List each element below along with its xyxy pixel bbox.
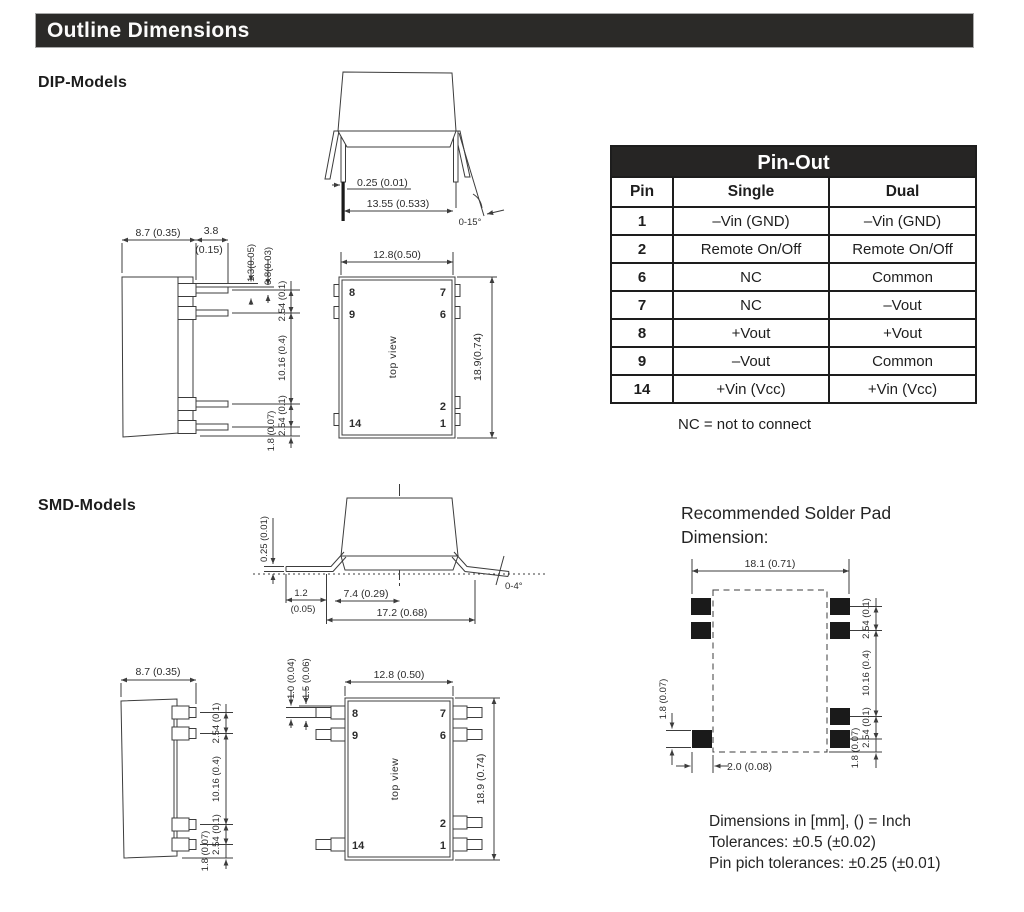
smd-side-view xyxy=(121,666,233,871)
smd-lead-shoulder-width-dim: 1.5 (0.06) xyxy=(301,658,312,699)
dip-bottom-offset-dim: 1.8 (0.07) xyxy=(266,410,277,452)
section-label-dip: DIP-Models xyxy=(38,74,128,91)
cell-single: +Vin (Vcc) xyxy=(673,375,829,403)
pin-number-label: 6 xyxy=(439,309,446,321)
solder-pad xyxy=(691,622,711,639)
smd-pitch-top-dim: 2.54 (0.1) xyxy=(211,702,222,744)
pin-number-label: 9 xyxy=(349,309,356,321)
pin-number-label: 6 xyxy=(439,730,446,742)
smd-bottom-offset-dim: 1.8 (0.07) xyxy=(200,830,211,872)
cell-single: –Vout xyxy=(673,347,829,375)
smd-body-depth-dim: 8.7 (0.35) xyxy=(135,666,181,678)
col-header-single: Single xyxy=(673,177,829,207)
cell-single: NC xyxy=(673,263,829,291)
dip-side-view xyxy=(122,225,300,451)
dip-lead-length-dim: 3.8 xyxy=(203,225,219,237)
smd-lead-tip-width-dim: 1.0 (0.04) xyxy=(286,658,297,699)
solder-pitch-middle-dim: 10.16 (0.4) xyxy=(861,650,872,696)
solder-pad-diagram xyxy=(658,558,882,773)
dip-top-view-label: top view xyxy=(387,335,399,379)
cell-pin: 8 xyxy=(611,319,673,347)
solder-pad-span-dim: 18.1 (0.71) xyxy=(744,558,796,570)
cell-pin: 1 xyxy=(611,207,673,235)
col-header-dual: Dual xyxy=(829,177,976,207)
dip-pitch-bottom-dim: 2.54 (0.1) xyxy=(277,395,288,436)
smd-pitch-middle-dim: 10.16 (0.4) xyxy=(211,756,222,802)
dip-lead-thickness-dim: 0.8(0.03) xyxy=(263,246,274,285)
footer-tolerance-note: Tolerances: ±0.5 (±0.02) xyxy=(709,834,876,851)
cell-pin: 9 xyxy=(611,347,673,375)
cell-dual: +Vout xyxy=(829,319,976,347)
cell-dual: Common xyxy=(829,263,976,291)
footer-units-note: Dimensions in [mm], () = Inch xyxy=(709,813,911,830)
cell-dual: –Vin (GND) xyxy=(829,207,976,235)
cell-pin: 6 xyxy=(611,263,673,291)
pinout-table-title: Pin-Out xyxy=(610,145,977,178)
dip-shoulder-thickness-dim: 1.3(0.05) xyxy=(246,243,257,282)
cell-dual: –Vout xyxy=(829,291,976,319)
smd-foot-length-inch-dim: (0.05) xyxy=(290,604,316,615)
dip-front-view xyxy=(325,72,504,228)
pin-number-label: 9 xyxy=(352,730,359,742)
dip-body-depth-dim: 8.7 (0.35) xyxy=(135,227,181,239)
smd-top-view-label: top view xyxy=(389,757,401,801)
solder-pad xyxy=(692,730,712,748)
pin-number-label: 2 xyxy=(439,401,446,413)
smd-top-width-dim: 12.8 (0.50) xyxy=(373,669,425,681)
smd-half-span-dim: 7.4 (0.29) xyxy=(343,588,389,600)
cell-single: NC xyxy=(673,291,829,319)
smd-foot-thickness-dim: 0.25 (0.01) xyxy=(259,516,270,562)
solder-pad xyxy=(830,730,850,748)
dip-lead-angle-dim: 0-15° xyxy=(458,217,482,228)
cell-single: Remote On/Off xyxy=(673,235,829,263)
pin-number-label: 14 xyxy=(349,418,362,430)
solder-pad-heading-line2: Dimension: xyxy=(681,527,769,547)
solder-pitch-bottom-dim: 2.54 (0.1) xyxy=(861,707,872,748)
nc-note: NC = not to connect xyxy=(678,416,811,433)
cell-pin: 2 xyxy=(611,235,673,263)
pin-number-label: 1 xyxy=(439,418,446,430)
dip-lead-length-inch-dim: (0.15) xyxy=(195,244,223,256)
pin-number-label: 8 xyxy=(352,708,359,720)
dip-pitch-middle-dim: 10.16 (0.4) xyxy=(277,335,288,381)
smd-lead-span-dim: 17.2 (0.68) xyxy=(376,607,428,619)
pin-number-label: 7 xyxy=(439,708,446,720)
solder-pitch-top-dim: 2.54 (0.1) xyxy=(861,598,872,639)
solder-pad-height-left-dim: 1.8 (0.07) xyxy=(658,678,669,720)
col-header-pin: Pin xyxy=(611,177,673,207)
solder-pad-width-dim: 2.0 (0.08) xyxy=(727,761,772,773)
cell-dual: +Vin (Vcc) xyxy=(829,375,976,403)
pin-number-label: 8 xyxy=(349,287,356,299)
pin-number-label: 14 xyxy=(352,840,365,852)
dip-lead-span-dim: 13.55 (0.533) xyxy=(366,198,430,210)
dip-pitch-top-dim: 2.54 (0.1) xyxy=(277,280,288,322)
cell-single: –Vin (GND) xyxy=(673,207,829,235)
pin-number-label: 2 xyxy=(439,818,446,830)
pin-number-label: 7 xyxy=(439,287,446,299)
smd-top-view xyxy=(286,658,500,860)
footer-pitch-note: Pin pich tolerances: ±0.25 (±0.01) xyxy=(709,855,941,872)
solder-pad xyxy=(830,708,850,725)
solder-pad xyxy=(830,598,850,615)
cell-pin: 7 xyxy=(611,291,673,319)
solder-pad-height-right-dim: 1.8 (0.07) xyxy=(850,727,861,769)
cell-single: +Vout xyxy=(673,319,829,347)
cell-dual: Common xyxy=(829,347,976,375)
dip-pin-thickness-dim: 0.25 (0.01) xyxy=(357,177,408,189)
smd-top-length-dim: 18.9 (0.74) xyxy=(475,753,487,805)
dip-top-width-dim: 12.8(0.50) xyxy=(373,249,421,261)
smd-front-view xyxy=(253,484,546,624)
pin-number-label: 1 xyxy=(439,840,446,852)
solder-pad-heading-line1: Recommended Solder Pad xyxy=(681,503,892,523)
smd-pitch-bottom-dim: 2.54 (0.1) xyxy=(211,814,222,855)
cell-pin: 14 xyxy=(611,375,673,403)
solder-pad xyxy=(830,622,850,639)
solder-pad xyxy=(691,598,711,615)
section-label-smd: SMD-Models xyxy=(38,497,136,514)
smd-lead-angle-dim: 0-4° xyxy=(505,581,523,592)
dip-top-view xyxy=(334,249,497,438)
cell-dual: Remote On/Off xyxy=(829,235,976,263)
page-title: Outline Dimensions xyxy=(47,19,250,42)
smd-foot-length-dim: 1.2 xyxy=(294,588,308,599)
dip-top-length-dim: 18.9(0.74) xyxy=(472,333,484,381)
